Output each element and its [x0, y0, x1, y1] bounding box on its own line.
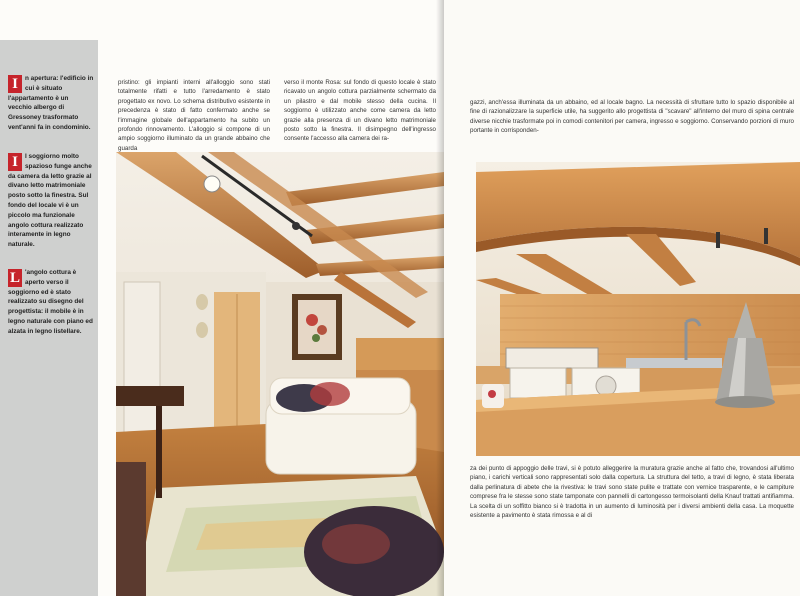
drop-cap-3: L — [9, 270, 20, 286]
body-column-1: pristino: gli impianti interni all'alloggio sono stati totalmente rifatti e tutto l'arredamento è stato progettato ex novo. Lo schema distributivo esistente in precedenza è stato di fatto confermato anche se l'immagine globale dell'appartamento ha subito un profondo rinnovamento. L'alloggio si compone di un ampio soggiorno illuminato da un grande abbaino che guarda — [118, 79, 270, 152]
caption-text-3: 'angolo cottura è aperto verso il soggiorno ed è stato realizzato su disegno del progettista: il mobile è in legno naturale con piano ed alzata in legno listellare. — [8, 269, 93, 335]
right-page — [444, 0, 800, 596]
caption-block-2 — [8, 152, 94, 250]
body-column-2: verso il monte Rosa: sul fondo di questo locale è stato ricavato un angolo cottura parzialmente schermato da un pilastro e dal mobile stesso della cucina. Il soggiorno è utilizzato anche come camera da letto grazie alla presenza di un divano letto matrimoniale posto sotto la finestra. Il disimpegno dell'ingresso consente l'accesso alla camera dei ra- — [284, 79, 436, 143]
caption-block-3 — [8, 268, 94, 337]
kitchen-photo — [476, 162, 800, 456]
caption-text-2: l soggiorno molto spazioso funge anche da camera da letto grazie al divano letto matrimoniale posto sotto la finestra. Sul fondo del locale vi è un piccolo ma funzionale angolo cottura realizzato interamente in legno naturale. — [8, 153, 92, 249]
drop-cap-1: I — [8, 75, 22, 93]
caption-block-1 — [8, 74, 94, 133]
drop-cap-2: I — [8, 153, 22, 171]
caption-text-1: n apertura: l'edificio in cui è situato l'appartamento è un vecchio albergo di Gressoney trasformato vent'anni fa in condominio. — [8, 75, 94, 131]
body-column-3: gazzi, anch'essa illuminata da un abbaino, ed al locale bagno. La necessità di sfruttare tutto lo spazio disponibile al fine di razionalizzare la superficie utile, ha suggerito allo progettista di "scavare" all'interno del muro di spina centrale diverse nicchie trasformate poi in comodi contenitori per camera, ingresso e soggiorno. Conservando porzioni di muro portante in corrisponden- — [470, 99, 794, 135]
living-room-photo — [116, 152, 444, 596]
body-column-4: za dei punto di appoggio delle travi, si è potuto alleggerire la muratura grazie anche al fatto che, trovandosi all'ultimo piano, i carichi verticali sono rappresentati solo dalla copertura. La struttura del tetto, a travi di legno, è stata liberata dalla perlinatura di abete che la rivestiva: le travi sono state pulite e trattate con vernice trasparente, e le campiture comprese fra le stesse sono state tamponate con pannelli di cartongesso termoisolanti della Knauf trattati antifiamma. La scelta di un soffitto bianco si è tradotta in un aumento di luminosità per i diversi ambienti della casa. La moquette esistente a pavimento è stata rimossa e al di — [470, 465, 794, 520]
